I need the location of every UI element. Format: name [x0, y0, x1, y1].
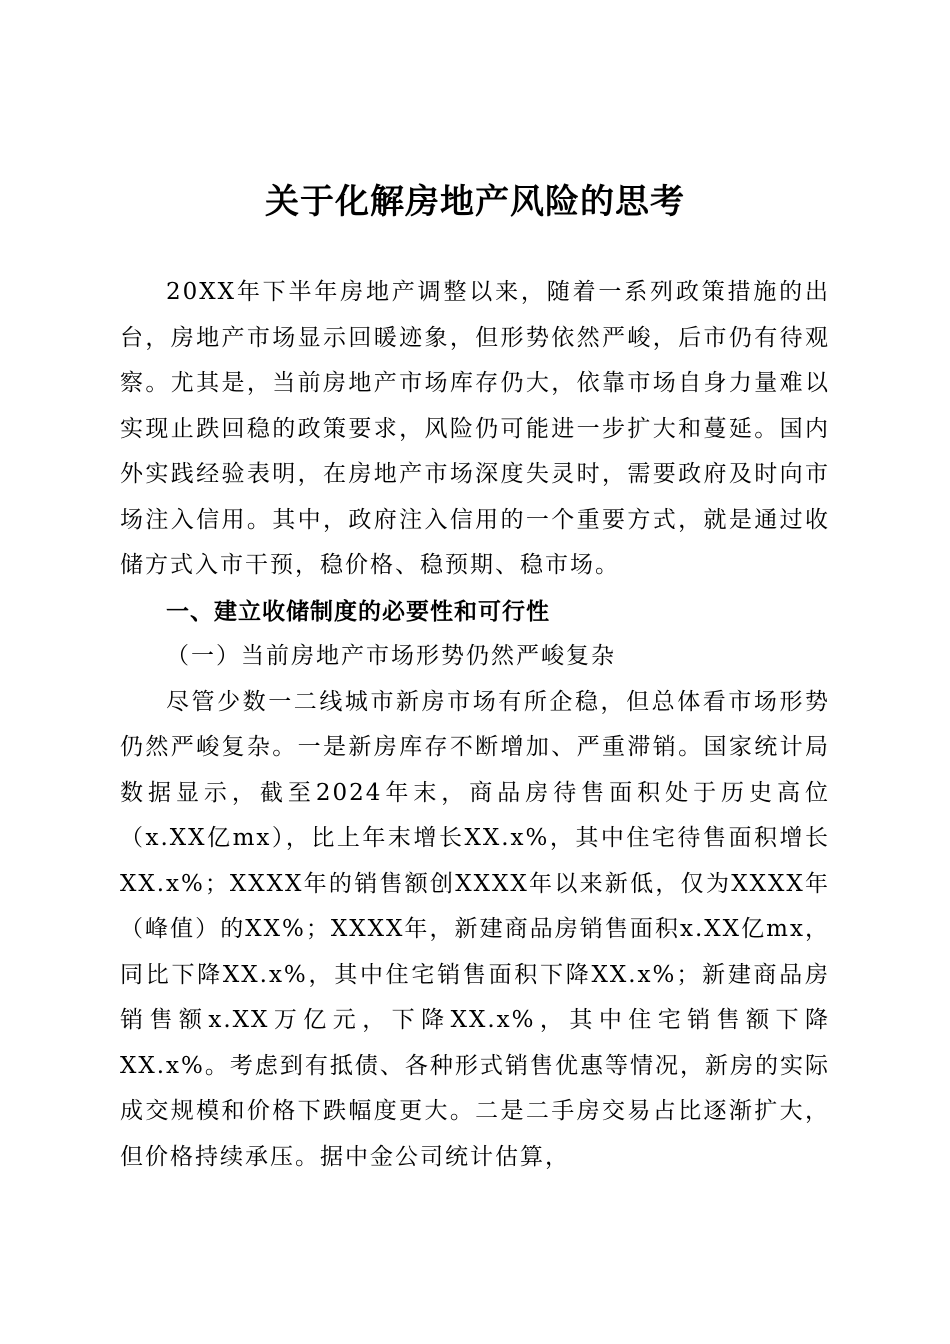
document-title: 关于化解房地产风险的思考	[265, 182, 685, 222]
intro-paragraph: 20XX年下半年房地产调整以来，随着一系列政策措施的出台，房地产市场显示回暖迹象，但形势依然严峻，后市仍有待观察。尤其是，当前房地产市场库存仍大，依靠市场自身力量难以实现止跌回稳的政策要求，风险仍可能进一步扩大和蔓延。国内外实践经验表明，在房地产市场深度失灵时，需要政府及时向市场注入信用。其中，政府注入信用的一个重要方式，就是通过收储方式入市干预，稳价格、稳预期、稳市场。	[120, 279, 830, 578]
body-paragraph: 尽管少数一二线城市新房市场有所企稳，但总体看市场形势仍然严峻复杂。一是新房库存不断增加、严重滞销。国家统计局数据显示，截至2024年末，商品房待售面积处于历史高位（x.XX亿mx），比上年末增长XX.x%，其中住宅待售面积增长XX.x%；XXXX年的销售额创XXXX年以来新低，仅为XXXX年（峰值）的XX%；XXXX年，新建商品房销售面积x.XX亿mx，同比下降XX.x%，其中住宅销售面积下降XX.x%；新建商品房销售额x.XX万亿元，下降XX.x%，其中住宅销售额下降XX.x%。考虑到有抵债、各种形式销售优惠等情况，新房的实际成交规模和价格下跌幅度更大。二是二手房交易占比逐渐扩大，但价格持续承压。据中金公司统计估算，	[120, 688, 830, 1170]
section-heading: 一、建立收储制度的必要性和可行性	[166, 597, 550, 625]
document-page	[120, 172, 830, 1180]
subsection-heading: （一）当前房地产市场形势仍然严峻复杂	[166, 643, 616, 669]
